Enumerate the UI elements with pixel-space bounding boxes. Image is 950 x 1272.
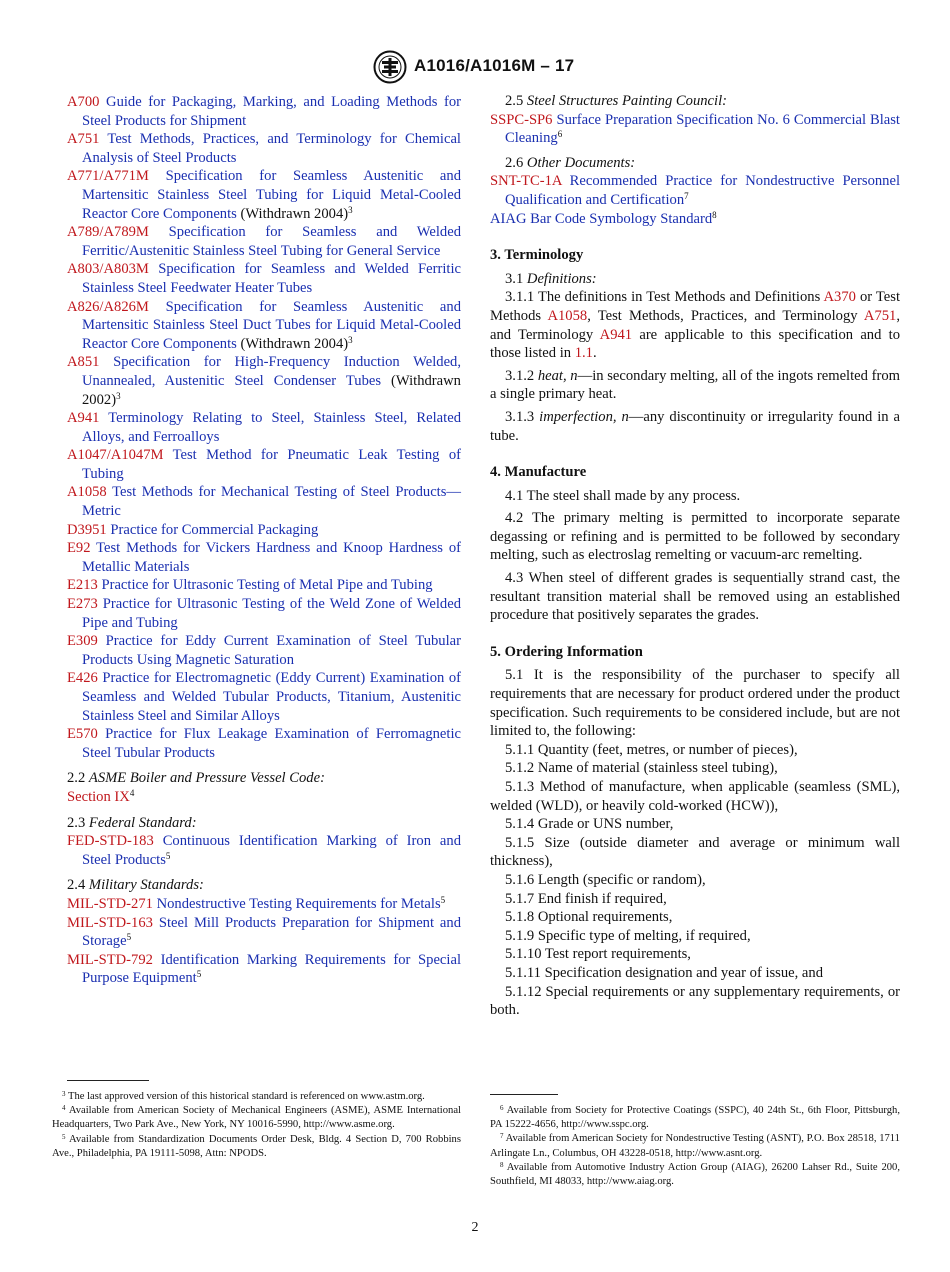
reference-designation[interactable]: E570 [67,726,98,743]
reference-designation[interactable]: SNT-TC-1A [490,173,562,190]
reference-item[interactable]: AIAG Bar Code Symbology Standard$^8$ [490,209,717,227]
reference-item[interactable]: A771/A771M Specification for Seamless Austenitic and Martensitic Stainless Steel Tubing for Liquid Metal-Cooled Reactor Core Components (Withdrawn 2004)$^3$ [67,168,462,222]
ordering-item: 5.1.10 Test report requirements, [505,946,691,963]
page-header [0,50,950,84]
reference-title[interactable]: Test Methods, Practices, and Terminology for Chemical Analysis of Steel Products [82,131,461,166]
reference-designation[interactable]: E92 [67,540,91,557]
reference-designation[interactable]: MIL-STD-792 [67,951,153,968]
ordering-item: 5.1.9 Specific type of melting, if required, [505,927,751,944]
left-column [67,93,461,988]
reference-item[interactable]: SNT-TC-1A Recommended Practice for Nondestructive Personnel Qualification and Certification$^7$ [490,173,901,208]
paragraph-3-1-3: 3.1.3 imperfection, n—any discontinuity or irregularity found in a tube. [490,408,900,444]
ordering-item: 5.1.2 Name of material (stainless steel tubing), [505,760,778,777]
link-section-1-1[interactable]: 1.1 [574,345,593,362]
document-designation: A1016/A1016M – 17 [414,56,575,75]
reference-item[interactable] [67,260,461,297]
paragraph-4-3: 4.3 When steel of different grades is sequentially strand cast, the resultant transition material shall be removed using an established procedure that positively separates the grades. [490,570,900,624]
reference-designation[interactable]: E426 [67,670,98,687]
reference-designation[interactable]: MIL-STD-163 [67,914,153,931]
reference-item[interactable] [67,521,461,540]
reference-designation[interactable]: MIL-STD-271 [67,895,153,912]
ordering-item: 5.1.11 Specification designation and year of issue, and [505,964,824,981]
reference-item[interactable] [67,725,461,762]
withdrawn-note: (Withdrawn 2004) [236,335,349,352]
reference-designation[interactable]: E213 [67,577,98,594]
reference-title[interactable]: Identification Marking Requirements for Special Purpose Equipment [82,951,461,987]
link-a370[interactable]: A370 [823,289,856,306]
definitions-subheading: 3.1 Definitions: [505,270,597,287]
reference-item[interactable] [67,223,461,260]
right-column [490,92,900,1020]
reference-title[interactable]: AIAG Bar Code Symbology Standard [490,210,713,227]
reference-designation[interactable]: A1058 [67,484,107,501]
reference-designation[interactable]: A851 [67,354,100,371]
reference-title[interactable]: Test Methods for Mechanical Testing of Steel Products—Metric [82,484,462,520]
ordering-item: 5.1.5 Size (outside diameter and average or minimum wall thickness), [490,834,900,870]
reference-item[interactable] [67,483,461,520]
section-2-3-heading: 2.3 Federal Standard: [67,814,197,831]
reference-designation[interactable]: A751 [67,131,100,148]
footnote-rule-left [67,1080,149,1081]
ordering-item: 5.1.1 Quantity (feet, metres, or number of pieces), [505,741,798,758]
paragraph-3-1-2: 3.1.2 heat, n—in secondary melting, all of the ingots remelted from a single primary heat. [490,367,900,403]
footnote-8: $^8$ Available from Automotive Industry Action Group (AIAG), 26200 Lahser Rd., Suite 200, Southfield, MI 48033, http://www.aiag.org. [490,1160,900,1188]
reference-title[interactable]: Specification for Seamless and Welded Ferritic Stainless Steel Feedwater Heater Tubes [82,261,461,296]
reference-item[interactable] [67,93,461,130]
reference-item[interactable] [67,539,461,576]
reference-item[interactable]: MIL-STD-163 Steel Mill Products Preparation for Shipment and Storage$^5$ [67,914,462,950]
footnote-4: $^4$ Available from American Society of Mechanical Engineers (ASME), ASME International Headquarters, Two Park Ave., New York, NY 10016-5990, http://www.asme.org. [52,1104,461,1131]
section-2-5-heading: 2.5 Steel Structures Painting Council: [505,93,728,109]
reference-title[interactable]: Specification for Seamless Austenitic and Martensitic Stainless Steel Duct Tubes for Liquid Metal-Cooled Reactor Core Components [82,298,462,352]
reference-title[interactable]: Specification for Seamless Austenitic and Martensitic Stainless Steel Tubing for Liquid Metal-Cooled Reactor Core Components [82,168,462,222]
reference-item[interactable] [67,576,461,595]
reference-item[interactable]: MIL-STD-271 Nondestructive Testing Requirements for Metals$^5$ [67,894,446,912]
section-2-2-heading: 2.2 ASME Boiler and Pressure Vessel Code: [67,770,325,787]
section-4-heading: 4. Manufacture [490,464,587,481]
link-a941[interactable]: A941 [599,326,633,343]
reference-designation[interactable]: D3951 [67,521,107,538]
reference-title[interactable]: Test Method for Pneumatic Leak Testing of Tubing [82,447,461,482]
reference-item[interactable]: A851 Specification for High-Frequency Induction Welded, Unannealed, Austenitic Steel Condenser Tubes (Withdrawn 2002)$^3$ [67,354,461,408]
reference-title[interactable]: Guide for Packaging, Marking, and Loading Methods for Steel Products for Shipment [82,94,461,129]
reference-item[interactable] [67,130,461,167]
ordering-item: 5.1.7 End finish if required, [505,890,667,907]
reference-designation[interactable]: FED-STD-183 [67,833,154,850]
reference-designation[interactable]: E309 [67,633,98,650]
paragraph-5-1: 5.1 It is the responsibility of the purchaser to specify all requirements that are necessary for product ordered under the product specification. Such requirements to be considered include, but are not limited to, the following: [490,667,900,740]
reference-item[interactable]: MIL-STD-792 Identification Marking Requirements for Special Purpose Equipment$^5$ [67,951,461,987]
reference-title[interactable]: Practice for Ultrasonic Testing of the Weld Zone of Welded Pipe and Tubing [82,596,461,631]
reference-designation[interactable]: A941 [67,410,100,427]
reference-title[interactable]: Test Methods for Vickers Hardness and Knoop Hardness of Metallic Materials [82,540,462,575]
reference-title[interactable]: Nondestructive Testing Requirements for Metals [156,895,441,912]
paragraph-3-1-1: 3.1.1 The definitions in Test Methods and Definitions A370 or Test Methods A1058, Test Methods, Practices, and Terminology A751, and Terminology A941 are applicable to this specification and to those listed in 1.1. [490,289,900,362]
reference-title[interactable]: Practice for Electromagnetic (Eddy Current) Examination of Seamless and Welded Tubular Products, Titanium, Austenitic Stainless Steel and Similar Alloys [82,670,461,724]
link-a751[interactable]: A751 [863,307,897,324]
reference-title[interactable]: Specification for Seamless and Welded Ferritic/Austenitic Stainless Steel Tubing for General Service [82,224,462,259]
reference-title[interactable]: Continuous Identification Marking of Iron and Steel Products [82,833,461,868]
reference-designation[interactable]: A700 [67,94,100,110]
paragraph-4-2: 4.2 The primary melting is permitted to incorporate separate degassing or refining and is permitted to be followed by secondary melting, such as electroslag remelting or vacuum-arc remelting. [490,510,900,564]
reference-item[interactable]: A826/A826M Specification for Seamless Austenitic and Martensitic Stainless Steel Duct Tubes for Liquid Metal-Cooled Reactor Core Components (Withdrawn 2004)$^3$ [67,298,462,352]
paragraph-4-1: 4.1 The steel shall made by any process. [505,487,741,504]
reference-designation[interactable]: A1047/A1047M [67,447,164,464]
footnote-3: $^3$ The last approved version of this historical standard is referenced on www.astm.org. [62,1090,425,1102]
footnote-rule-right [490,1094,558,1095]
footnotes-right [490,1104,900,1189]
withdrawn-note: (Withdrawn 2004) [236,205,349,222]
reference-item[interactable] [67,409,461,446]
astm-logo-icon [373,50,407,84]
reference-designation[interactable]: A789/A789M [67,224,149,241]
reference-designation[interactable]: A771/A771M [67,168,149,185]
withdrawn-note: (Withdrawn 2002) [82,372,461,408]
reference-title[interactable]: Practice for Commercial Packaging [110,521,319,538]
reference-designation[interactable]: Section IX [67,788,130,805]
ordering-item: 5.1.8 Optional requirements, [505,909,673,926]
ordering-item: 5.1.6 Length (specific or random), [505,871,706,888]
reference-title[interactable]: Specification for High-Frequency Induction Welded, Unannealed, Austenitic Steel Condenser Tubes [82,354,461,389]
section-3-heading: 3. Terminology [490,247,584,264]
astm-reference-list [67,93,461,762]
reference-item[interactable] [67,446,461,483]
ordering-item: 5.1.4 Grade or UNS number, [505,816,674,833]
section-5-heading: 5. Ordering Information [490,643,643,660]
reference-designation[interactable]: A826/A826M [67,298,149,315]
reference-item[interactable]: SSPC-SP6 Surface Preparation Specification No. 6 Commercial Blast Cleaning$^6$ [490,111,900,147]
section-2-6-heading: 2.6 Other Documents: [505,154,636,171]
reference-title[interactable]: Steel Mill Products Preparation for Shipment and Storage [82,914,462,950]
footnote-6: $^6$ Available from Society for Protective Coatings (SSPC), 40 24th St., 6th Floor, Pittsburgh, PA 15222-4656, http://www.sspc.org. [490,1104,900,1131]
reference-item[interactable] [67,595,461,632]
footnote-5: $^5$ Available from Standardization Documents Order Desk, Bldg. 4 Section D, 700 Robbins Ave., Philadelphia, PA 19111-5098, Attn: NPODS. [52,1132,461,1159]
reference-designation[interactable]: A803/A803M [67,261,149,278]
reference-title[interactable]: Practice for Ultrasonic Testing of Metal Pipe and Tubing [101,577,433,594]
page-number: 2 [471,1220,479,1235]
reference-item[interactable] [67,632,461,669]
link-a1058[interactable]: A1058 [547,307,588,324]
reference-title[interactable]: Recommended Practice for Nondestructive Personnel Qualification and Certification [505,173,901,208]
reference-designation[interactable]: E273 [67,596,98,613]
footnotes-left [52,1090,461,1161]
footnote-7: $^7$ Available from American Society for Nondestructive Testing (ASNT), P.O. Box 28518, 1711 Arlingate Ln., Columbus, OH 43228-0518, http://www.asnt.org. [490,1132,900,1159]
reference-item[interactable]: Section $IX^4$ [67,787,135,805]
ordering-item: 5.1.12 Special requirements or any supplementary requirements, or both. [490,983,900,1019]
reference-designation[interactable]: SSPC-SP6 [490,111,553,128]
reference-item[interactable] [67,669,461,725]
ordering-item: 5.1.3 Method of manufacture, when applicable (seamless (SML), welded (WLD), or heavily cold-worked (HCW)), [490,779,900,814]
reference-item[interactable]: FED-STD-183 Continuous Identification Marking of Iron and Steel Products$^5$ [67,833,461,868]
reference-title[interactable]: Practice for Flux Leakage Examination of Ferromagnetic Steel Tubular Products [82,726,461,761]
section-2-4-heading: 2.4 Military Standards: [67,877,204,894]
reference-title[interactable]: Practice for Eddy Current Examination of Steel Tubular Products Using Magnetic Saturation [82,633,461,668]
reference-title[interactable]: Surface Preparation Specification No. 6 Commercial Blast Cleaning [505,111,900,147]
ordering-items-list [490,741,900,1020]
reference-title[interactable]: Terminology Relating to Steel, Stainless Steel, Related Alloys, and Ferroalloys [82,410,461,445]
